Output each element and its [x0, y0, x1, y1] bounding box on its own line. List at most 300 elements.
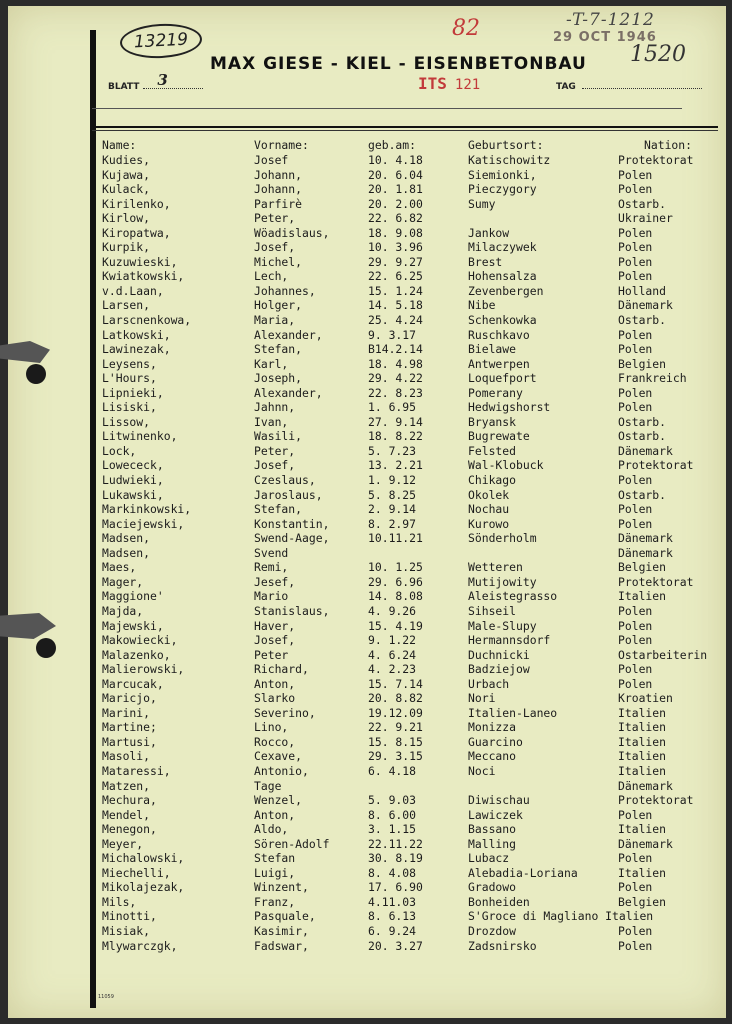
cell-vorname: Tage — [254, 778, 282, 793]
table-row — [96, 182, 720, 197]
cell-geburtsort: Mutijowity — [468, 574, 537, 589]
cell-name: Madsen, — [102, 545, 151, 560]
table-row — [96, 284, 720, 299]
cell-vorname: Stefan, — [254, 342, 303, 357]
handwritten-number: 1520 — [630, 42, 686, 67]
table-row — [96, 895, 720, 910]
cell-geburtsort: Zevenbergen — [468, 283, 544, 298]
table-row — [96, 633, 720, 648]
cell-name: Matzen, — [102, 778, 151, 793]
cell-nation: Polen — [618, 618, 653, 633]
table-body — [96, 153, 720, 953]
cell-name: Michalowski, — [102, 851, 185, 866]
cell-vorname: Josef — [254, 153, 289, 167]
cell-geb: 14. 8.08 — [368, 589, 423, 604]
cell-vorname: Pasquale, — [254, 909, 316, 924]
divider — [92, 130, 718, 131]
cell-vorname: Josef, — [254, 633, 296, 648]
cell-name: Lock, — [102, 443, 137, 458]
table-row — [96, 473, 720, 488]
table-row — [96, 255, 720, 270]
table-row — [96, 851, 720, 866]
cell-nation: Ukrainer — [618, 211, 673, 226]
table-row — [96, 211, 720, 226]
cell-geburtsort: Hermannsdorf — [468, 633, 551, 648]
cell-vorname: Anton, — [254, 676, 296, 691]
cell-geb: 10. 4.18 — [368, 153, 423, 167]
table-row — [96, 560, 720, 575]
cell-vorname: Josef, — [254, 458, 296, 473]
cell-geburtsort: Hedwigshorst — [468, 400, 551, 415]
cell-nation: Dänemark — [618, 836, 673, 851]
cell-vorname: Michel, — [254, 254, 303, 269]
cell-vorname: Alexander, — [254, 327, 323, 342]
cell-vorname: Cexave, — [254, 749, 303, 764]
table-row — [96, 502, 720, 517]
table-row — [96, 429, 720, 444]
cell-name: L'Hours, — [102, 371, 157, 386]
cell-nation: Ostarb. — [618, 414, 667, 429]
table-row — [96, 415, 720, 430]
cell-vorname: Kasimir, — [254, 923, 309, 938]
cell-geb: 20. 6.04 — [368, 167, 423, 182]
cell-nation: Ostarb. — [618, 429, 667, 444]
cell-name: Menegon, — [102, 822, 157, 837]
cell-vorname: Joseph, — [254, 371, 303, 386]
cell-nation: Ostarbeiterin — [618, 647, 708, 662]
cell-geb: 22. 6.25 — [368, 269, 423, 284]
cell-nation: Protektorat — [618, 574, 694, 589]
table-row — [96, 735, 720, 750]
cell-name: Mendel, — [102, 807, 151, 822]
cell-geburtsort: Hohensalza — [468, 269, 537, 284]
cell-nation: Dänemark — [618, 531, 673, 546]
cell-name: Mechura, — [102, 793, 157, 808]
cell-name: Kiropatwa, — [102, 225, 171, 240]
cell-nation: Ostarb. — [618, 313, 667, 328]
cell-name: Kwiatkowski, — [102, 269, 185, 284]
table-row — [96, 604, 720, 619]
cell-nation: Protektorat — [618, 153, 694, 167]
cell-geb: 8. 2.97 — [368, 516, 417, 531]
cell-geb: 15. 8.15 — [368, 734, 423, 749]
cell-name: Kudies, — [102, 153, 151, 167]
table-row — [96, 837, 720, 852]
table-row — [96, 619, 720, 634]
its-label: ITS — [418, 74, 447, 93]
table-row — [96, 909, 720, 924]
cell-geburtsort: Bielawe — [468, 342, 517, 357]
cell-geb: 22. 9.21 — [368, 720, 423, 735]
cell-nation: Ostarb. — [618, 196, 667, 211]
table-row — [96, 269, 720, 284]
cell-vorname: Jaroslaus, — [254, 487, 323, 502]
cell-geburtsort: Sönderholm — [468, 531, 537, 546]
cell-geb: 4. 6.24 — [368, 647, 417, 662]
cell-name: Kujawa, — [102, 167, 151, 182]
cell-vorname: Aldo, — [254, 822, 289, 837]
table-row — [96, 197, 720, 212]
column-header-geburtsort: Geburtsort: — [468, 138, 544, 152]
table-row — [96, 400, 720, 415]
column-header-name: Name: — [102, 138, 137, 152]
cell-nation: Polen — [618, 662, 653, 677]
cell-nation: Dänemark — [618, 778, 673, 793]
cell-geb: 30. 8.19 — [368, 851, 423, 866]
table-row — [96, 662, 720, 677]
cell-name: Masoli, — [102, 749, 151, 764]
cell-geburtsort: Siemionki, — [468, 167, 537, 182]
cell-vorname: Remi, — [254, 560, 289, 575]
company-title: MAX GIESE - KIEL - EISENBETONBAU — [210, 54, 587, 74]
cell-geb: 8. 6.13 — [368, 909, 417, 924]
cell-vorname: Karl, — [254, 356, 289, 371]
punch-hole-bottom — [36, 638, 56, 658]
blatt-field — [108, 71, 203, 92]
table-row — [96, 677, 720, 692]
cell-geburtsort: Schenkowka — [468, 313, 537, 328]
cell-geburtsort: Kurowo — [468, 516, 510, 531]
cell-nation: Polen — [618, 225, 653, 240]
cell-vorname: Svend — [254, 545, 289, 560]
cell-nation: Polen — [618, 473, 653, 488]
cell-name: Maggione' — [102, 589, 164, 604]
cell-geburtsort: Aleistegrasso — [468, 589, 558, 604]
table-row — [96, 706, 720, 721]
cell-nation: Belgien — [618, 894, 667, 909]
cell-geburtsort: Badziejow — [468, 662, 530, 677]
table-row — [96, 793, 720, 808]
cell-name: Marini, — [102, 705, 151, 720]
cell-name: Lukawski, — [102, 487, 164, 502]
cell-geburtsort: Milaczywek — [468, 240, 537, 255]
column-header-nation: Nation: — [644, 138, 693, 152]
cell-nation: Polen — [618, 923, 653, 938]
table-row — [96, 779, 720, 794]
cell-name: Kirilenko, — [102, 196, 171, 211]
cell-geburtsort: Antwerpen — [468, 356, 530, 371]
cell-geb: 29. 9.27 — [368, 254, 423, 269]
table-row — [96, 924, 720, 939]
cell-name: Malazenko, — [102, 647, 171, 662]
cell-nation: Dänemark — [618, 545, 673, 560]
cell-vorname: Mario — [254, 589, 289, 604]
cell-geburtsort: Lawiczek — [468, 807, 523, 822]
cell-geburtsort: Alebadia-Loriana — [468, 865, 578, 880]
cell-geburtsort: Gradowo — [468, 880, 517, 895]
cell-geb: 8. 4.08 — [368, 865, 417, 880]
cell-vorname: Jesef, — [254, 574, 296, 589]
cell-name: Lipnieki, — [102, 385, 164, 400]
cell-geburtsort: Zadsnirsko — [468, 938, 537, 953]
cell-geb: 10. 1.25 — [368, 560, 423, 575]
table-row — [96, 444, 720, 459]
blatt-value: 3 — [157, 71, 168, 89]
cell-geburtsort: Bryansk — [468, 414, 517, 429]
cell-nation: Ostarb. — [618, 487, 667, 502]
tag-field — [556, 82, 702, 92]
cell-vorname: Rocco, — [254, 734, 296, 749]
cell-geb: 20. 1.81 — [368, 182, 423, 197]
cell-geb: 19.12.09 — [368, 705, 423, 720]
cell-geb: 6. 9.24 — [368, 923, 417, 938]
cell-vorname: Johannes, — [254, 283, 316, 298]
cell-vorname: Stanislaus, — [254, 603, 330, 618]
archive-number-stamp: 13219 — [119, 22, 203, 60]
cell-geburtsort: Bonheiden — [468, 894, 530, 909]
cell-geb: 4. 2.23 — [368, 662, 417, 677]
cell-name: Misiak, — [102, 923, 151, 938]
cell-nation: Italien — [618, 589, 667, 604]
cell-name: Maricjo, — [102, 691, 157, 706]
cell-nation: Polen — [618, 385, 653, 400]
column-header-geb: geb.am: — [368, 138, 417, 152]
cell-geb: B14.2.14 — [368, 342, 423, 357]
cell-name: Kurpik, — [102, 240, 151, 255]
cell-geb: 25. 4.24 — [368, 313, 423, 328]
cell-geb: 2. 9.14 — [368, 502, 417, 517]
cell-geb: 5. 8.25 — [368, 487, 417, 502]
cell-geb: 15. 1.24 — [368, 283, 423, 298]
torn-edge-bottom — [0, 613, 56, 639]
table-header — [96, 138, 720, 153]
cell-name: Makowiecki, — [102, 633, 178, 648]
cell-vorname: Wenzel, — [254, 793, 303, 808]
cell-geburtsort: Diwischau — [468, 793, 530, 808]
cell-vorname: Stefan, — [254, 502, 303, 517]
cell-nation: Protektorat — [618, 458, 694, 473]
table-row — [96, 720, 720, 735]
cell-vorname: Peter, — [254, 211, 296, 226]
table-row — [96, 531, 720, 546]
cell-vorname: Severino, — [254, 705, 316, 720]
divider — [92, 126, 718, 128]
cell-vorname: Josef, — [254, 240, 296, 255]
cell-geb: 5. 9.03 — [368, 793, 417, 808]
cell-nation: Italien — [618, 822, 667, 837]
tag-label: TAG — [556, 82, 576, 92]
cell-nation: Holland — [618, 283, 667, 298]
cell-geburtsort: Felsted — [468, 443, 517, 458]
cell-geb: 4.11.03 — [368, 894, 417, 909]
date-stamp: 29 OCT 1946 — [553, 30, 657, 45]
cell-geb: 20. 3.27 — [368, 938, 423, 953]
cell-geb: 22. 8.23 — [368, 385, 423, 400]
cell-geburtsort: Nori — [468, 691, 496, 706]
cell-vorname: Fadswar, — [254, 938, 309, 953]
cell-geb: 8. 6.00 — [368, 807, 417, 822]
cell-nation: Polen — [618, 167, 653, 182]
cell-vorname: Richard, — [254, 662, 309, 677]
table-row — [96, 546, 720, 561]
cell-nation: Polen — [618, 807, 653, 822]
cell-vorname: Stefan — [254, 851, 296, 866]
cell-geb: 29. 3.15 — [368, 749, 423, 764]
cell-geb: 15. 4.19 — [368, 618, 423, 633]
cell-geb: 4. 9.26 — [368, 603, 417, 618]
its-number: 121 — [454, 77, 481, 93]
cell-geburtsort: Guarcino — [468, 734, 523, 749]
cell-name: Lissow, — [102, 414, 151, 429]
cell-name: Madsen, — [102, 531, 151, 546]
cell-name: Latkowski, — [102, 327, 171, 342]
footer-code: 11059 — [98, 994, 114, 1000]
cell-geb: 22. 6.82 — [368, 211, 423, 226]
cell-nation: Polen — [618, 880, 653, 895]
cell-vorname: Antonio, — [254, 763, 309, 778]
cell-geburtsort: S'Groce di Magliano Italien — [468, 909, 654, 924]
cell-nation: Polen — [618, 327, 653, 342]
cell-vorname: Swend-Aage, — [254, 531, 330, 546]
cell-vorname: Czeslaus, — [254, 473, 316, 488]
punch-hole-top — [26, 364, 46, 384]
cell-name: Martine; — [102, 720, 157, 735]
cell-geburtsort: Duchnicki — [468, 647, 530, 662]
cell-nation: Kroatien — [618, 691, 673, 706]
cell-nation: Italien — [618, 749, 667, 764]
table-row — [96, 153, 720, 168]
cell-nation: Dänemark — [618, 298, 673, 313]
cell-vorname: Parfirè — [254, 196, 303, 211]
cell-geburtsort: Lubacz — [468, 851, 510, 866]
cell-vorname: Johann, — [254, 167, 303, 182]
cell-vorname: Alexander, — [254, 385, 323, 400]
table-row — [96, 749, 720, 764]
cell-vorname: Konstantin, — [254, 516, 330, 531]
cell-vorname: Wasili, — [254, 429, 303, 444]
cell-geburtsort: Bassano — [468, 822, 517, 837]
cell-geburtsort: Loquefport — [468, 371, 537, 386]
table-row — [96, 822, 720, 837]
cell-name: Maes, — [102, 560, 137, 575]
cell-name: Malierowski, — [102, 662, 185, 677]
cell-geb: 6. 4.18 — [368, 763, 417, 778]
cell-geb: 14. 5.18 — [368, 298, 423, 313]
cell-geb: 18. 4.98 — [368, 356, 423, 371]
cell-name: Majewski, — [102, 618, 164, 633]
cell-geburtsort: Nibe — [468, 298, 496, 313]
cell-geb: 17. 6.90 — [368, 880, 423, 895]
cell-nation: Polen — [618, 342, 653, 357]
cell-nation: Frankreich — [618, 371, 687, 386]
cell-vorname: Peter, — [254, 443, 296, 458]
cell-geburtsort: Urbach — [468, 676, 510, 691]
cell-nation: Polen — [618, 516, 653, 531]
table-row — [96, 488, 720, 503]
cell-geburtsort: Pieczygory — [468, 182, 537, 197]
table-row — [96, 517, 720, 532]
cell-nation: Belgien — [618, 560, 667, 575]
cell-name: Mils, — [102, 894, 137, 909]
cell-vorname: Johann, — [254, 182, 303, 197]
cell-geb: 18. 9.08 — [368, 225, 423, 240]
cell-name: Majda, — [102, 603, 144, 618]
table-row — [96, 371, 720, 386]
cell-name: Markinkowski, — [102, 502, 192, 517]
table-row — [96, 298, 720, 313]
table-row — [96, 691, 720, 706]
table-row — [96, 589, 720, 604]
cell-name: Mlywarczgk, — [102, 938, 178, 953]
cell-nation: Italien — [618, 705, 667, 720]
cell-nation: Polen — [618, 240, 653, 255]
cell-geburtsort: Pomerany — [468, 385, 523, 400]
table-row — [96, 357, 720, 372]
cell-nation: Polen — [618, 603, 653, 618]
cell-vorname: Slarko — [254, 691, 296, 706]
cell-vorname: Jahnn, — [254, 400, 296, 415]
cell-geb: 1. 9.12 — [368, 473, 417, 488]
cell-geburtsort: Wetteren — [468, 560, 523, 575]
cell-geb: 9. 1.22 — [368, 633, 417, 648]
its-stamp — [418, 74, 480, 93]
cell-geburtsort: Malling — [468, 836, 517, 851]
cell-vorname: Peter — [254, 647, 289, 662]
divider — [92, 108, 682, 109]
cell-geb: 5. 7.23 — [368, 443, 417, 458]
table-row — [96, 575, 720, 590]
table-row — [96, 386, 720, 401]
cell-geb: 13. 2.21 — [368, 458, 423, 473]
cell-name: Mager, — [102, 574, 144, 589]
cell-vorname: Anton, — [254, 807, 296, 822]
cell-name: Lawinezak, — [102, 342, 171, 357]
cell-name: Lowececk, — [102, 458, 164, 473]
cell-geb: 18. 8.22 — [368, 429, 423, 444]
cell-geb: 27. 9.14 — [368, 414, 423, 429]
cell-geburtsort: Katischowitz — [468, 153, 551, 167]
cell-vorname: Maria, — [254, 313, 296, 328]
cell-name: Mikolajezak, — [102, 880, 185, 895]
table-row — [96, 764, 720, 779]
table-row — [96, 866, 720, 881]
cell-name: Minotti, — [102, 909, 157, 924]
cell-geburtsort: Okolek — [468, 487, 510, 502]
cell-geb: 22.11.22 — [368, 836, 423, 851]
cell-name: Litwinenko, — [102, 429, 178, 444]
cell-nation: Protektorat — [618, 793, 694, 808]
torn-edge-top — [0, 341, 50, 363]
table-row — [96, 240, 720, 255]
cell-geburtsort: Monizza — [468, 720, 517, 735]
table-row — [96, 313, 720, 328]
cell-vorname: Wöadislaus, — [254, 225, 330, 240]
cell-name: Ludwieki, — [102, 473, 164, 488]
cell-nation: Italien — [618, 865, 667, 880]
cell-nation: Dänemark — [618, 443, 673, 458]
cell-geburtsort: Italien-Laneo — [468, 705, 558, 720]
table-row — [96, 226, 720, 241]
cell-name: Kuzuwieski, — [102, 254, 178, 269]
cell-vorname: Sören-Adolf — [254, 836, 330, 851]
cell-nation: Polen — [618, 938, 653, 953]
cell-geburtsort: Chikago — [468, 473, 517, 488]
cell-name: v.d.Laan, — [102, 283, 164, 298]
cell-name: Lisiski, — [102, 400, 157, 415]
cell-name: Larscnenkowa, — [102, 313, 192, 328]
table-row — [96, 458, 720, 473]
table-row — [96, 168, 720, 183]
table-row — [96, 939, 720, 954]
cell-nation: Belgien — [618, 356, 667, 371]
cell-name: Kirlow, — [102, 211, 151, 226]
cell-geb: 29. 4.22 — [368, 371, 423, 386]
table-row — [96, 342, 720, 357]
cell-nation: Polen — [618, 676, 653, 691]
handwritten-red-number: 82 — [452, 16, 480, 41]
cell-name: Miechelli, — [102, 865, 171, 880]
cell-geb: 10. 3.96 — [368, 240, 423, 255]
